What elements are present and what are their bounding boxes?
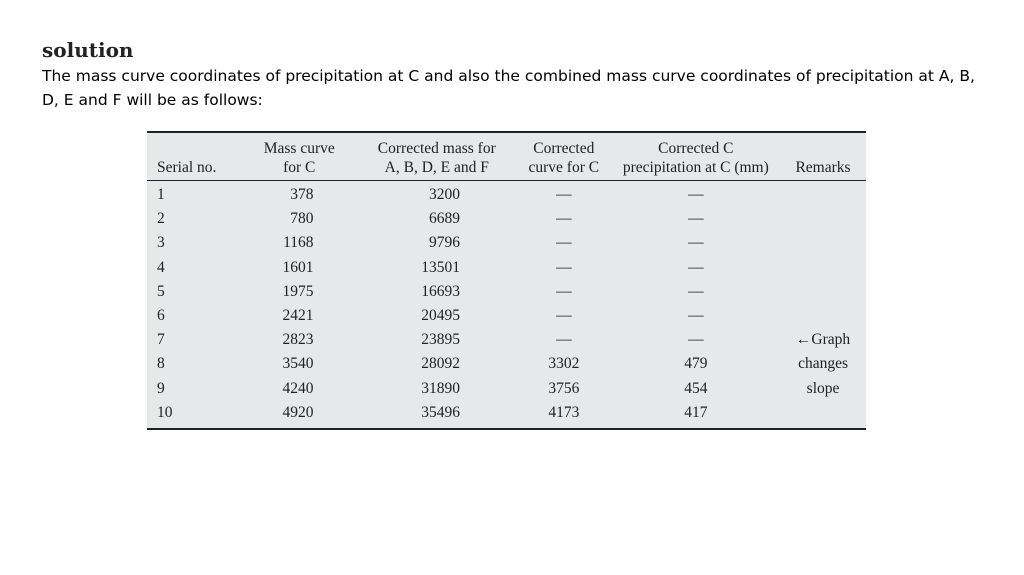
header-mass-line-1: Mass curve: [263, 140, 335, 157]
cell-corrected-mass: 13501: [421, 258, 461, 276]
page-heading: solution: [42, 38, 134, 62]
header-corrected-line-2: A, B, D, E and F: [384, 159, 489, 176]
table-header-row: [147, 133, 866, 181]
cell-corrected-mass: 3200: [429, 186, 461, 204]
cell-mass-curve: 2421: [282, 307, 314, 325]
cell-corrected-curve: 4173: [548, 403, 580, 421]
cell-corrected-precipitation: —: [688, 210, 704, 228]
table-body: [147, 181, 866, 425]
cell-remarks: [780, 280, 866, 304]
table-row: [147, 256, 866, 280]
cell-corrected-mass: 31890: [421, 379, 461, 397]
cell-mass-curve: 3540: [282, 355, 314, 373]
mass-curve-table: [147, 133, 866, 425]
cell-corrected-curve: —: [556, 186, 572, 204]
cell-remarks: [780, 207, 866, 231]
cell-corrected-mass: 9796: [429, 234, 461, 252]
header-corrected-line-1: Corrected mass for: [377, 140, 496, 157]
cell-corrected-precipitation: —: [688, 258, 704, 276]
cell-serial: 5: [157, 282, 165, 300]
cell-remarks: changes: [798, 355, 848, 373]
cell-corrected-mass: 6689: [429, 210, 461, 228]
cell-mass-curve: 4240: [282, 379, 314, 397]
cell-corrected-curve: 3302: [548, 355, 580, 373]
header-serial: [147, 133, 241, 181]
cell-corrected-mass: 28092: [421, 355, 461, 373]
cell-corrected-precipitation: —: [688, 282, 704, 300]
cell-mass-curve: 1601: [282, 258, 314, 276]
cell-remarks: [780, 181, 866, 208]
header-curve-line-2: curve for C: [528, 159, 600, 176]
cell-serial: 8: [157, 355, 165, 373]
header-serial-line-1: Serial no.: [157, 159, 217, 176]
cell-corrected-curve: —: [556, 234, 572, 252]
header-mass-line-2: for C: [283, 159, 316, 176]
cell-mass-curve: 1975: [282, 282, 314, 300]
cell-serial: 2: [157, 210, 165, 228]
cell-corrected-curve: —: [556, 307, 572, 325]
cell-corrected-precipitation: 479: [684, 355, 708, 373]
cell-remarks: [780, 401, 866, 425]
cell-serial: 7: [157, 331, 165, 349]
cell-corrected-curve: —: [556, 331, 572, 349]
header-corrected-mass: [358, 133, 517, 181]
cell-mass-curve: 1168: [283, 234, 314, 252]
intro-paragraph: The mass curve coordinates of precipitation at C and also the combined mass curve coordinates of precipitation at A, B, D, E and F will be as follows:: [42, 67, 975, 109]
cell-corrected-precipitation: —: [688, 186, 704, 204]
header-remarks: [780, 133, 866, 181]
cell-corrected-mass: 35496: [421, 403, 461, 421]
header-mass-curve: [241, 133, 358, 181]
cell-corrected-precipitation: 454: [684, 379, 708, 397]
cell-serial: 10: [157, 403, 173, 421]
cell-remarks: [780, 256, 866, 280]
cell-serial: 3: [157, 234, 165, 252]
cell-corrected-curve: —: [556, 282, 572, 300]
header-precip-line-2: precipitation at C (mm): [622, 159, 769, 176]
cell-mass-curve: 4920: [282, 403, 314, 421]
cell-remarks: [780, 231, 866, 255]
cell-mass-curve: 2823: [282, 331, 314, 349]
cell-corrected-curve: —: [556, 258, 572, 276]
table-row: [147, 231, 866, 255]
cell-corrected-precipitation: 417: [684, 403, 708, 421]
header-corrected-curve: [516, 133, 612, 181]
cell-remarks: ←Graph: [795, 331, 851, 349]
cell-serial: 4: [157, 258, 165, 276]
header-curve-line-1: Corrected: [533, 140, 595, 157]
cell-serial: 1: [157, 186, 165, 204]
table-row: [147, 280, 866, 304]
table-row: [147, 304, 866, 328]
cell-serial: 9: [157, 379, 165, 397]
cell-corrected-curve: —: [556, 210, 572, 228]
table-row: [147, 401, 866, 425]
header-corrected-precipitation: [612, 133, 780, 181]
table-row: [147, 352, 866, 376]
cell-corrected-mass: 23895: [421, 331, 461, 349]
cell-remarks: slope: [806, 379, 840, 397]
table-row: [147, 181, 866, 208]
table-row: [147, 328, 866, 352]
cell-corrected-precipitation: —: [688, 331, 704, 349]
cell-serial: 6: [157, 307, 165, 325]
table-row: [147, 377, 866, 401]
data-table-container: [147, 131, 866, 430]
cell-remarks: [780, 304, 866, 328]
cell-corrected-curve: 3756: [548, 379, 580, 397]
header-precip-line-1: Corrected C: [658, 140, 734, 157]
cell-mass-curve: 780: [290, 210, 314, 228]
cell-corrected-precipitation: —: [688, 307, 704, 325]
header-remarks-line-1: Remarks: [795, 159, 851, 176]
cell-corrected-precipitation: —: [688, 234, 704, 252]
cell-mass-curve: 378: [290, 186, 314, 204]
table-row: [147, 207, 866, 231]
cell-corrected-mass: 16693: [421, 282, 461, 300]
cell-corrected-mass: 20495: [421, 307, 461, 325]
